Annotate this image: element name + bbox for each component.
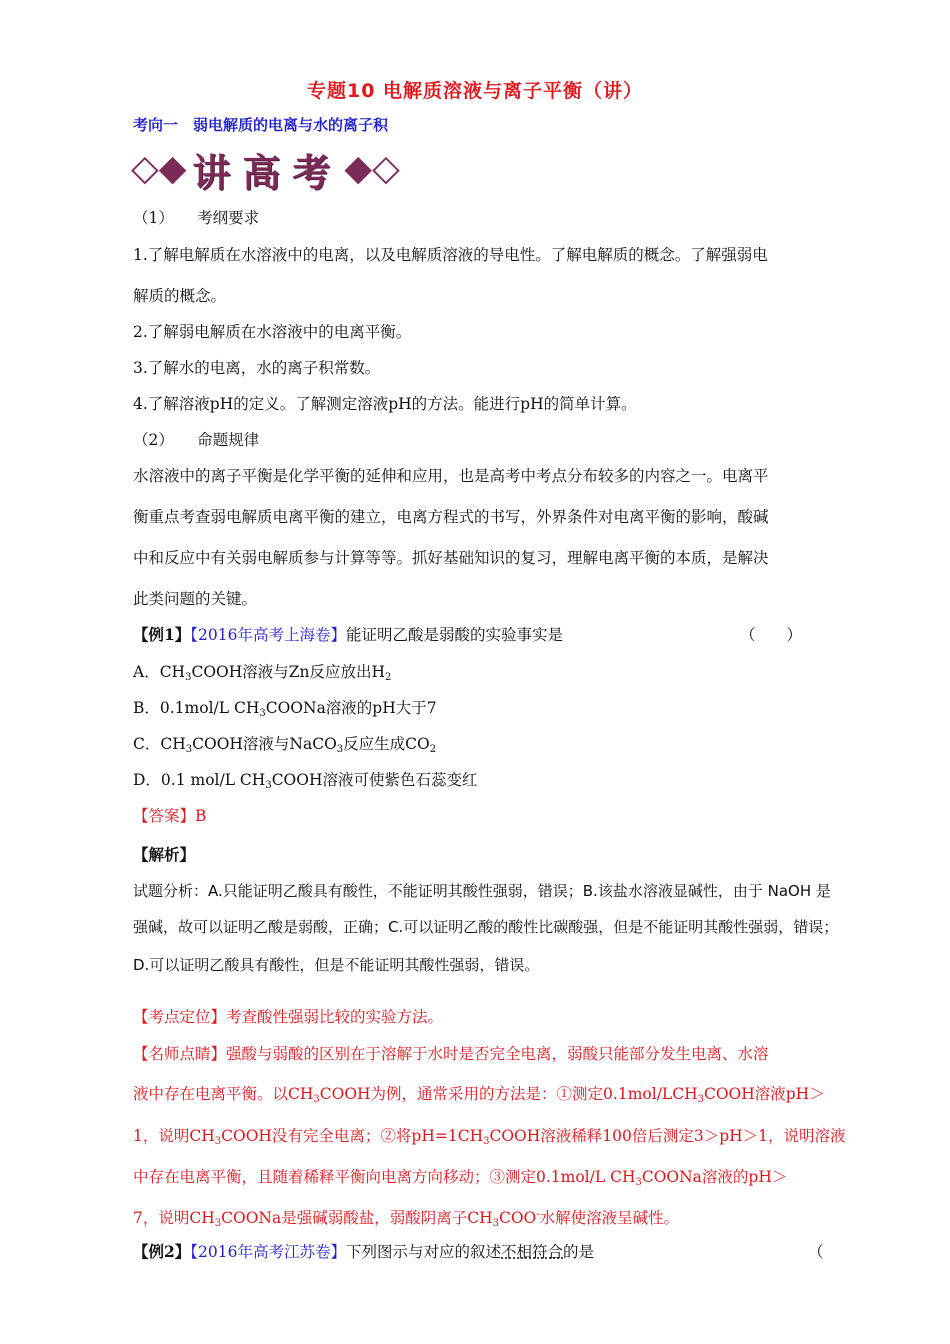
analysis-line-2: 强碱，故可以证明乙酸是弱酸，正确；C.可以证明乙酸的酸性比碳酸强，但是不能证明其酸性强弱，错误； — [133, 918, 839, 936]
banner — [131, 146, 400, 195]
hollow-diamond-icon: ◇ — [131, 148, 159, 189]
tip-line-1: 【名师点睛】强酸与弱酸的区别在于溶解于水时是否完全电离，弱酸只能部分发生电离、水溶 — [133, 1045, 769, 1063]
page-title: 专题10 电解质溶液与离子平衡（讲） — [306, 80, 644, 102]
requirement-4: 4.了解溶液pH的定义。了解测定溶液pH的方法。能进行pH的简单计算。 — [133, 395, 637, 413]
answer-paren: （ ） — [740, 626, 803, 644]
requirement-1-cont: 解质的概念。 — [133, 287, 227, 305]
example-2-question: 【例2】【2016年高考江苏卷】下列图示与对应的叙述不相符合的是 — [133, 1242, 595, 1261]
tip-line-3: 1，说明$CH_3COOH$没有完全电离；②将$pH=1CH_3COOH$溶液稀释100倍后测定3＞pH＞1，说明溶液 — [133, 1127, 846, 1147]
filled-diamond-icon: ◆ — [344, 148, 373, 189]
answer-paren: （ — [808, 1243, 824, 1261]
filled-diamond-icon: ◆ — [158, 148, 187, 189]
rules-line-2: 衡重点考查弱电解质电离平衡的建立，电离方程式的书写，外界条件对电离平衡的影响，酸碱 — [133, 508, 769, 526]
example-1-source: 【2016年高考上海卷】 — [190, 626, 346, 644]
rules-line-3: 中和反应中有关弱电解质参与计算等等。抓好基础知识的复习，理解电离平衡的本质，是解决 — [133, 549, 769, 567]
key-point: 【考点定位】考查酸性强弱比较的实验方法。 — [133, 1008, 444, 1026]
option-d: D．0.1 mol/L $CH_3COOH$溶液可使紫色石蕊变红 — [133, 771, 478, 791]
rules-line-1: 水溶液中的离子平衡是化学平衡的延伸和应用，也是高考中考点分布较多的内容之一。电离平 — [133, 467, 769, 485]
rules-heading: （2） 命题规律 — [133, 431, 260, 449]
option-c: C．$CH_3COOH$溶液与NaCO$_3$反应生成$CO_2$ — [133, 735, 437, 755]
analysis-title: 【解析】 — [133, 846, 196, 864]
option-b: B．0.1mol/L $CH_3COONa$溶液的pH大于7 — [133, 699, 437, 719]
requirements-heading: （1） 考纲要求 — [133, 209, 260, 227]
banner-text: 讲高考 — [192, 149, 343, 195]
section-heading: 考向一 弱电解质的电离与水的离子积 — [133, 116, 389, 134]
analysis-line-1: 试题分析：A.只能证明乙酸具有酸性，不能证明其酸性强弱，错误；B.该盐水溶液显碱性，由于 NaOH 是 — [133, 882, 831, 900]
tip-line-5: 7，说明$CH_3COONa$是强碱弱酸盐，弱酸阴离子$CH_3COO^-$水解使溶液呈碱性。 — [133, 1209, 680, 1229]
answer: 【答案】B — [133, 807, 207, 825]
rules-line-4: 此类问题的关键。 — [133, 590, 258, 608]
hollow-diamond-icon: ◇ — [372, 148, 400, 189]
tip-line-2: 液中存在电离平衡。以$CH_3COOH$为例，通常采用的方法是：①测定$0.1mol/LCH_3COOH$溶液pH＞ — [133, 1085, 825, 1105]
example-2-tag: 【例2】 — [133, 1242, 191, 1261]
analysis-line-3: D.可以证明乙酸具有酸性，但是不能证明其酸性强弱，错误。 — [133, 956, 540, 974]
requirement-1: 1.了解电解质在水溶液中的电离，以及电解质溶液的导电性。了解电解质的概念。了解强弱电 — [133, 246, 768, 264]
example-1-question — [133, 623, 563, 645]
example-2-source: 【2016年高考江苏卷】 — [190, 1243, 346, 1261]
requirement-3: 3.了解水的电离，水的离子积常数。 — [133, 359, 381, 377]
example-1-tag: 【例1】 — [133, 625, 191, 644]
option-a: A．$CH_3COOH$溶液与Zn反应放出$H_2$ — [133, 663, 392, 683]
requirement-2: 2.了解弱电解质在水溶液中的电离平衡。 — [133, 323, 412, 341]
example-1-text: 能证明乙酸是弱酸的实验事实是 — [346, 626, 564, 644]
tip-line-4: 中存在电离平衡，且随着稀释平衡向电离方向移动；③测定0.1mol/L $CH_3COONa$溶液的pH＞ — [133, 1168, 788, 1188]
